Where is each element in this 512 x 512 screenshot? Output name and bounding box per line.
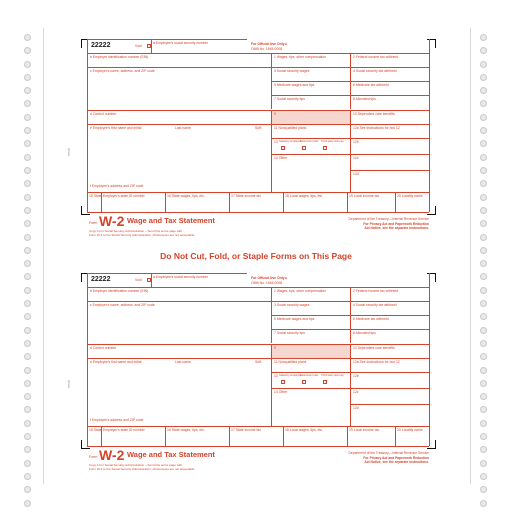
box12b-label: 12b bbox=[353, 374, 359, 378]
state-wages-box-label: 16 State wages, tips, etc. bbox=[167, 428, 205, 432]
retirement-label: Retirement plan bbox=[300, 140, 319, 143]
feed-hole bbox=[24, 74, 31, 81]
third-party-checkbox[interactable] bbox=[323, 146, 327, 150]
form-right-rule bbox=[429, 39, 430, 212]
ssn-label: a Employee's social security number bbox=[153, 41, 208, 45]
feed-hole bbox=[480, 127, 487, 134]
statutory-checkbox[interactable] bbox=[281, 146, 285, 150]
box12d-label: 12d bbox=[353, 172, 359, 176]
box10-dependent-care-label: 10 Dependent care benefits bbox=[353, 112, 395, 116]
side-code-bottom: 55555 bbox=[67, 379, 72, 389]
box12a-code-label: 12a See instructions for box 12 bbox=[353, 126, 400, 130]
feed-hole bbox=[480, 446, 487, 453]
state-box-label: 15 State bbox=[89, 194, 102, 198]
ein-label: b Employer identification number (EIN) bbox=[90, 55, 149, 59]
employee-name-box[interactable] bbox=[87, 358, 271, 426]
box9-blank[interactable] bbox=[271, 110, 350, 124]
form-control-code: 22222 bbox=[91, 276, 111, 283]
feed-hole bbox=[24, 420, 31, 427]
box7-ss-tips-label: 7 Social security tips bbox=[274, 97, 305, 101]
statutory-checkbox[interactable] bbox=[281, 380, 285, 384]
feed-hole bbox=[480, 207, 487, 214]
feed-hole bbox=[24, 234, 31, 241]
box12d-label: 12d bbox=[353, 406, 359, 410]
feed-hole bbox=[24, 500, 31, 507]
employer-name-label: c Employer's name, address, and ZIP code bbox=[90, 69, 155, 73]
statutory-label: Statutory employee bbox=[279, 140, 302, 143]
feed-hole bbox=[480, 167, 487, 174]
box12a-code-label: 12a See instructions for box 12 bbox=[353, 360, 400, 364]
feed-hole bbox=[480, 34, 487, 41]
box8-allocated-tips-label: 8 Allocated tips bbox=[353, 331, 376, 335]
corner-mark-br bbox=[427, 206, 436, 215]
state-tax-box-label: 17 State income tax bbox=[231, 194, 261, 198]
dept-line-3: Act Notice, see the separate instructions. bbox=[364, 226, 429, 230]
feed-hole bbox=[480, 61, 487, 68]
feed-hole bbox=[24, 154, 31, 161]
box11-nonqualified-label: 11 Nonqualified plans bbox=[274, 360, 307, 364]
box3-ss-wages-label: 3 Social security wages bbox=[274, 69, 310, 73]
state-box-label: 15 State bbox=[89, 428, 102, 432]
dept-line-3: Act Notice, see the separate instructions. bbox=[364, 460, 429, 464]
box14-label: 14 Other bbox=[274, 390, 288, 394]
box12b-code[interactable] bbox=[350, 138, 429, 154]
control-number-label: d Control number bbox=[90, 112, 117, 116]
feed-hole bbox=[480, 100, 487, 107]
feed-hole bbox=[24, 127, 31, 134]
box6-medicare-tax-label: 6 Medicare tax withheld bbox=[353, 317, 389, 321]
feed-hole bbox=[480, 393, 487, 400]
feed-hole bbox=[24, 446, 31, 453]
box2-fed-tax-label: 2 Federal income tax withheld bbox=[353, 55, 399, 59]
dept-line-2: For Privacy Act and Paperwork Reduction bbox=[363, 221, 429, 226]
box9-blank[interactable] bbox=[271, 344, 350, 358]
feed-hole bbox=[24, 406, 31, 413]
omb-number: OMB No. 1545-0008 bbox=[251, 47, 283, 51]
feed-hole bbox=[24, 393, 31, 400]
feed-hole bbox=[480, 367, 487, 374]
form-bottom-rule bbox=[87, 212, 429, 213]
corner-mark-bl bbox=[81, 440, 90, 449]
feed-hole bbox=[24, 327, 31, 334]
corner-mark-br bbox=[427, 440, 436, 449]
state-tax-box-label: 17 State income tax bbox=[231, 428, 261, 432]
employee-name-box[interactable] bbox=[87, 124, 271, 192]
feed-hole bbox=[24, 114, 31, 121]
feed-hole bbox=[480, 180, 487, 187]
statutory-label: Statutory employee bbox=[279, 374, 302, 377]
box9-blank-label: 9 bbox=[274, 346, 276, 350]
box13-label: 13 bbox=[274, 374, 278, 378]
w2-title-code: W-2 bbox=[99, 213, 125, 229]
box12b-label: 12b bbox=[353, 140, 359, 144]
feed-hole bbox=[24, 313, 31, 320]
local-wages-box-label: 18 Local wages, tips, etc. bbox=[285, 428, 324, 432]
feed-hole bbox=[24, 207, 31, 214]
box11-nonqualified-label: 11 Nonqualified plans bbox=[274, 126, 307, 130]
feed-hole bbox=[24, 220, 31, 227]
feed-hole bbox=[480, 406, 487, 413]
employer-name-label: c Employer's name, address, and ZIP code bbox=[90, 303, 155, 307]
ssn-label: a Employee's social security number bbox=[153, 275, 208, 279]
feed-hole bbox=[24, 100, 31, 107]
copy-a-line2: Form W-3 to the Social Security Administration; photocopies are not acceptable. bbox=[89, 467, 196, 471]
box6-medicare-tax-label: 6 Medicare tax withheld bbox=[353, 83, 389, 87]
form-bottom-rule bbox=[87, 446, 429, 447]
local-tax-box-label: 19 Local income tax bbox=[349, 194, 380, 198]
box14-label: 14 Other bbox=[274, 156, 288, 160]
feed-hole bbox=[480, 194, 487, 201]
box1-wages-label: 1 Wages, tips, other compensation bbox=[274, 289, 327, 293]
box12c-label: 12c bbox=[353, 156, 359, 160]
box3-ss-wages-label: 3 Social security wages bbox=[274, 303, 310, 307]
locality-box-label: 20 Locality name bbox=[397, 428, 423, 432]
box5-medicare-wages-label: 5 Medicare wages and tips bbox=[274, 317, 315, 321]
employee-address-label: f Employee's address and ZIP code bbox=[90, 184, 144, 188]
feed-hole bbox=[480, 340, 487, 347]
local-wages-box-label: 18 Local wages, tips, etc. bbox=[285, 194, 324, 198]
box10-dependent-care-label: 10 Dependent care benefits bbox=[353, 346, 395, 350]
side-code-top: 55555 bbox=[67, 147, 72, 157]
retirement-label: Retirement plan bbox=[300, 374, 319, 377]
box12c-label: 12c bbox=[353, 390, 359, 394]
feed-hole bbox=[480, 313, 487, 320]
feed-hole bbox=[24, 433, 31, 440]
official-use-label: For Official Use Only ▸ bbox=[251, 276, 288, 280]
box1-wages-label: 1 Wages, tips, other compensation bbox=[274, 55, 327, 59]
local-tax-box-label: 19 Local income tax bbox=[349, 428, 380, 432]
feed-hole bbox=[24, 300, 31, 307]
box4-ss-tax-label: 4 Social security tax withheld bbox=[353, 303, 397, 307]
employee-first-name-label: e Employee's first name and initial bbox=[90, 126, 142, 130]
box12c-code[interactable] bbox=[350, 388, 429, 404]
form-title: Wage and Tax Statement bbox=[127, 450, 215, 459]
form-title: Wage and Tax Statement bbox=[127, 216, 215, 225]
separator-warning: Do Not Cut, Fold, or Staple Forms on This Page bbox=[160, 251, 352, 261]
feed-hole bbox=[480, 74, 487, 81]
feed-hole bbox=[480, 433, 487, 440]
suffix-label: Suff. bbox=[255, 360, 262, 364]
feed-hole bbox=[480, 47, 487, 54]
feed-hole bbox=[24, 473, 31, 480]
ein-label: b Employer identification number (EIN) bbox=[90, 289, 149, 293]
third-party-label: Third-party sick pay bbox=[321, 374, 344, 377]
omb-number: OMB No. 1545-0008 bbox=[251, 281, 283, 285]
state-id-box-label: Employer's state ID number bbox=[103, 428, 145, 432]
box9-blank-label: 9 bbox=[274, 112, 276, 116]
suffix-label: Suff. bbox=[255, 126, 262, 130]
feed-hole bbox=[24, 340, 31, 347]
third-party-label: Third-party sick pay bbox=[321, 140, 344, 143]
form-right-rule bbox=[429, 273, 430, 446]
void-label: Void bbox=[135, 44, 142, 48]
feed-hole bbox=[24, 353, 31, 360]
dept-line-1: Department of the Treasury—Internal Revenue Service bbox=[348, 217, 429, 221]
state-wages-box-label: 16 State wages, tips, etc. bbox=[167, 194, 205, 198]
box4-ss-tax-label: 4 Social security tax withheld bbox=[353, 69, 397, 73]
locality-box-label: 20 Locality name bbox=[397, 194, 423, 198]
box5-medicare-wages-label: 5 Medicare wages and tips bbox=[274, 83, 315, 87]
feed-hole bbox=[24, 140, 31, 147]
employee-address-label: f Employee's address and ZIP code bbox=[90, 418, 144, 422]
dept-line-2: For Privacy Act and Paperwork Reduction bbox=[363, 455, 429, 460]
retirement-checkbox[interactable] bbox=[302, 146, 306, 150]
feed-hole bbox=[24, 380, 31, 387]
copy-a-line1: Copy A For Social Security Administration – Send this entire page with bbox=[89, 229, 183, 233]
feed-hole bbox=[480, 473, 487, 480]
box7-ss-tips-label: 7 Social security tips bbox=[274, 331, 305, 335]
state-id-box-label: Employer's state ID number bbox=[103, 194, 145, 198]
feed-hole bbox=[480, 287, 487, 294]
box12c-code[interactable] bbox=[350, 154, 429, 170]
feed-hole bbox=[480, 273, 487, 280]
feed-hole bbox=[24, 61, 31, 68]
form-word: Form bbox=[89, 221, 98, 225]
official-use-label: For Official Use Only ▸ bbox=[251, 42, 288, 46]
feed-hole bbox=[480, 220, 487, 227]
feed-hole bbox=[480, 234, 487, 241]
box12d-code[interactable] bbox=[350, 404, 429, 426]
feed-hole bbox=[24, 167, 31, 174]
feed-hole bbox=[480, 154, 487, 161]
feed-hole bbox=[24, 87, 31, 94]
employee-last-name-label: Last name bbox=[175, 360, 191, 364]
box12b-code[interactable] bbox=[350, 372, 429, 388]
feed-hole bbox=[24, 260, 31, 267]
feed-hole bbox=[480, 300, 487, 307]
form-control-code: 22222 bbox=[91, 42, 111, 49]
feed-hole bbox=[24, 180, 31, 187]
form-word: Form bbox=[89, 455, 98, 459]
feed-hole bbox=[480, 486, 487, 493]
copy-a-line2: Form W-3 to the Social Security Administration; photocopies are not acceptable. bbox=[89, 233, 196, 237]
employer-name-box[interactable] bbox=[87, 301, 271, 344]
retirement-checkbox[interactable] bbox=[302, 380, 306, 384]
feed-hole bbox=[480, 114, 487, 121]
feed-hole bbox=[24, 34, 31, 41]
feed-hole bbox=[480, 460, 487, 467]
employee-first-name-label: e Employee's first name and initial bbox=[90, 360, 142, 364]
dept-line-1: Department of the Treasury—Internal Revenue Service bbox=[348, 451, 429, 455]
box2-fed-tax-label: 2 Federal income tax withheld bbox=[353, 289, 399, 293]
control-number-label: d Control number bbox=[90, 346, 117, 350]
feed-hole bbox=[24, 273, 31, 280]
feed-hole bbox=[24, 287, 31, 294]
box13-label: 13 bbox=[274, 140, 278, 144]
w2-title-code: W-2 bbox=[99, 447, 125, 463]
employer-name-box[interactable] bbox=[87, 67, 271, 110]
feed-hole bbox=[24, 194, 31, 201]
feed-hole bbox=[480, 327, 487, 334]
void-label: Void bbox=[135, 278, 142, 282]
feed-hole bbox=[480, 500, 487, 507]
feed-hole bbox=[480, 353, 487, 360]
feed-hole bbox=[480, 260, 487, 267]
feed-hole bbox=[24, 367, 31, 374]
feed-hole bbox=[480, 380, 487, 387]
box8-allocated-tips-label: 8 Allocated tips bbox=[353, 97, 376, 101]
feed-hole bbox=[480, 140, 487, 147]
third-party-checkbox[interactable] bbox=[323, 380, 327, 384]
corner-mark-bl bbox=[81, 206, 90, 215]
feed-hole bbox=[24, 486, 31, 493]
feed-hole bbox=[24, 460, 31, 467]
feed-hole bbox=[480, 420, 487, 427]
copy-a-line1: Copy A For Social Security Administration – Send this entire page with bbox=[89, 463, 183, 467]
box12d-code[interactable] bbox=[350, 170, 429, 192]
feed-hole bbox=[480, 87, 487, 94]
employee-last-name-label: Last name bbox=[175, 126, 191, 130]
feed-hole bbox=[24, 47, 31, 54]
